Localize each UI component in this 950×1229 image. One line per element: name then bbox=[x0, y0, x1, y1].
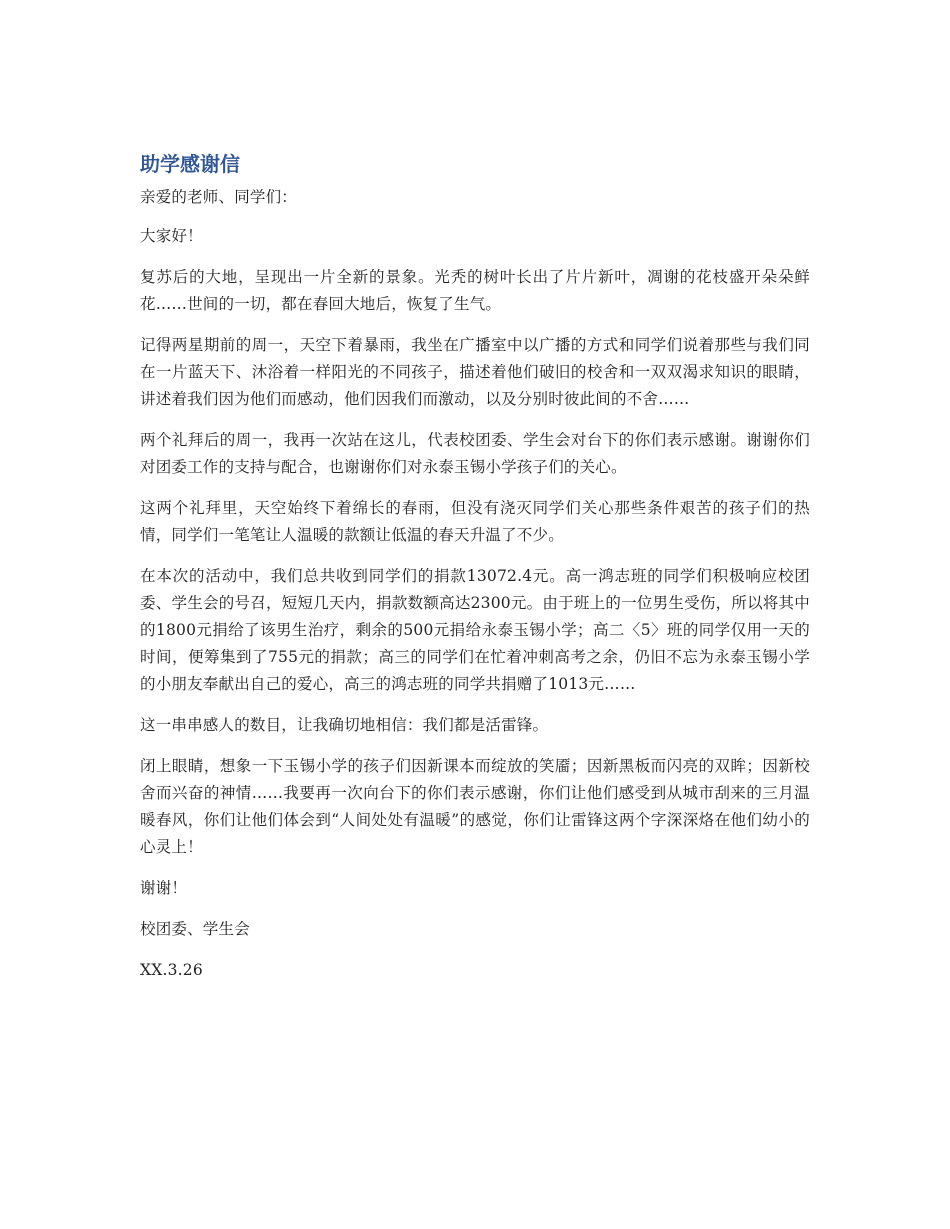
paragraph-greeting: 大家好！ bbox=[140, 227, 203, 245]
paragraph-broadcast: 记得两星期前的周一，天空下着暴雨，我坐在广播室中以广播的方式和同学们说着那些与我们同在一片蓝天下、沐浴着一样阳光的不同孩子，描述着他们破旧的校舍和一双双渴求知识的眼睛，讲述着我们因为他们而感动，他们因我们而激动，以及分别时彼此间的不舍…… bbox=[140, 336, 810, 408]
document-page bbox=[140, 150, 810, 998]
salutation: 亲爱的老师、同学们： bbox=[140, 188, 298, 206]
document-title: 助学感谢信 bbox=[140, 152, 240, 176]
signature: 校团委、学生会 bbox=[140, 920, 250, 938]
paragraph-lei-feng: 这一串串感人的数目，让我确切地相信：我们都是活雷锋。 bbox=[140, 716, 549, 734]
paragraph-imagine: 闭上眼睛，想象一下玉锡小学的孩子们因新课本而绽放的笑靥；因新黑板而闪亮的双眸；因新校舍而兴奋的神情……我要再一次向台下的你们表示感谢，你们让他们感受到从城市刮来的三月温暖春风，你们让他们体会到“人间处处有温暖”的感觉，你们让雷锋这两个字深深烙在他们幼小的心灵上！ bbox=[140, 757, 810, 856]
paragraph-spring-rain: 这两个礼拜里，天空始终下着绵长的春雨，但没有浇灭同学们关心那些条件艰苦的孩子们的热情，同学们一笔笔让人温暖的款额让低温的春天升温了不少。 bbox=[140, 499, 810, 544]
date: XX.3.26 bbox=[140, 961, 203, 979]
paragraph-thanks: 两个礼拜后的周一，我再一次站在这儿，代表校团委、学生会对台下的你们表示感谢。谢谢你们对团委工作的支持与配合，也谢谢你们对永泰玉锡小学孩子们的关心。 bbox=[140, 431, 810, 476]
paragraph-closing: 谢谢！ bbox=[140, 879, 188, 897]
paragraph-donations: 在本次的活动中，我们总共收到同学们的捐款13072.4元。高一鸿志班的同学们积极响应校团委、学生会的号召，短短几天内，捐款数额高达2300元。由于班上的一位男生受伤，所以将其中的1800元捐给了该男生治疗，剩余的500元捐给永泰玉锡小学；高二〈5〉班的同学仅用一天的时间，便筹集到了755元的捐款；高三的同学们在忙着冲刺高考之余，仍旧不忘为永泰玉锡小学的小朋友奉献出自己的爱心，高三的鸿志班的同学共捐赠了1013元…… bbox=[140, 567, 810, 693]
paragraph-spring: 复苏后的大地，呈现出一片全新的景象。光秃的树叶长出了片片新叶，凋谢的花枝盛开朵朵鲜花……世间的一切，都在春回大地后，恢复了生气。 bbox=[140, 268, 810, 313]
